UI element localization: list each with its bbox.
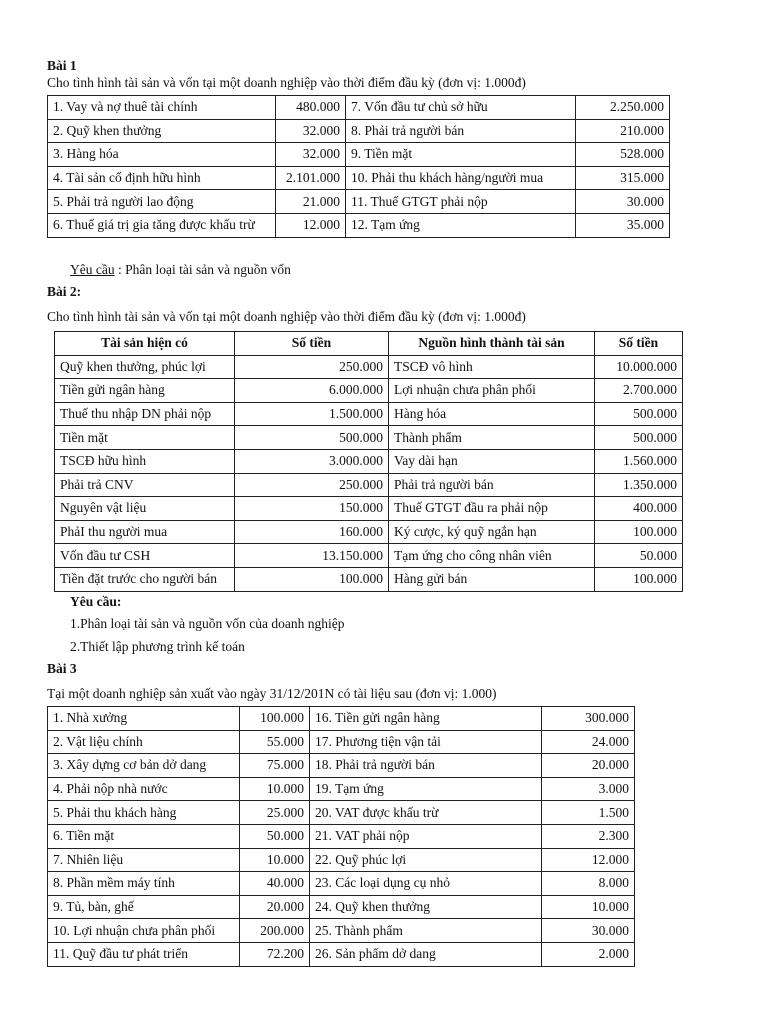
- amount-cell: 50.000: [595, 544, 683, 568]
- amount-cell: 250.000: [235, 355, 389, 379]
- amount-cell: 12.000: [276, 213, 346, 237]
- item-cell: 3. Xây dựng cơ bản dở dang: [48, 754, 240, 778]
- amount-cell: 2.250.000: [576, 96, 670, 120]
- bai3-intro: Tại một doanh nghiệp sản xuất vào ngày 31/12/201N có tài liệu sau (đơn vị: 1.000): [47, 686, 497, 701]
- amount-cell: 32.000: [276, 143, 346, 167]
- bai2-intro: Cho tình hình tài sản và vốn tại một doanh nghiệp vào thời điểm đầu kỳ (đơn vị: 1.000đ): [47, 309, 526, 324]
- bai1-requirement-label: Yêu cầu: [70, 262, 115, 277]
- bai2-header-assets: Tài sản hiện có: [55, 332, 235, 356]
- bai3-heading: Bài 3: [47, 661, 77, 676]
- bai2-requirement-heading: Yêu cầu:: [70, 594, 122, 609]
- item-cell: Thuế thu nhập DN phải nộp: [55, 402, 235, 426]
- amount-cell: 400.000: [595, 497, 683, 521]
- bai1-table-row: [48, 190, 670, 214]
- amount-cell: 480.000: [276, 96, 346, 120]
- amount-cell: 6.000.000: [235, 379, 389, 403]
- item-cell: 7. Nhiên liệu: [48, 848, 240, 872]
- item-cell: Tiền đặt trước cho người bán: [55, 567, 235, 591]
- item-cell: Vay dài hạn: [389, 449, 595, 473]
- bai2-table-body: [55, 355, 683, 591]
- bai2-table-row: [55, 497, 683, 521]
- amount-cell: 10.000: [240, 777, 310, 801]
- amount-cell: 55.000: [240, 730, 310, 754]
- bai3-table-row: [48, 801, 635, 825]
- amount-cell: 32.000: [276, 119, 346, 143]
- bai3-table-row: [48, 730, 635, 754]
- item-cell: Phải trả người bán: [389, 473, 595, 497]
- item-cell: 3. Hàng hóa: [48, 143, 276, 167]
- amount-cell: 3.000: [542, 777, 635, 801]
- amount-cell: 35.000: [576, 213, 670, 237]
- item-cell: 10. Lợi nhuận chưa phân phối: [48, 919, 240, 943]
- bai2-header-row: [55, 332, 683, 356]
- amount-cell: 3.000.000: [235, 449, 389, 473]
- bai3-table-row: [48, 754, 635, 778]
- item-cell: 6. Thuế giá trị gia tăng được khấu trừ: [48, 213, 276, 237]
- bai1-table-body: [48, 96, 670, 238]
- amount-cell: 24.000: [542, 730, 635, 754]
- item-cell: 11. Quỹ đầu tư phát triển: [48, 942, 240, 966]
- item-cell: 16. Tiền gửi ngân hàng: [310, 707, 542, 731]
- bai2-header-amount: Số tiền: [235, 332, 389, 356]
- amount-cell: 2.700.000: [595, 379, 683, 403]
- amount-cell: 10.000.000: [595, 355, 683, 379]
- bai2-requirement-2: 2.Thiết lập phương trình kế toán: [70, 639, 245, 654]
- item-cell: Thuế GTGT đầu ra phải nộp: [389, 497, 595, 521]
- item-cell: Tiền gửi ngân hàng: [55, 379, 235, 403]
- amount-cell: 1.500.000: [235, 402, 389, 426]
- amount-cell: 21.000: [276, 190, 346, 214]
- item-cell: Phải trả CNV: [55, 473, 235, 497]
- bai2-table-row: [55, 426, 683, 450]
- amount-cell: 20.000: [542, 754, 635, 778]
- bai2-table-row: [55, 355, 683, 379]
- amount-cell: 200.000: [240, 919, 310, 943]
- bai2-table-row: [55, 473, 683, 497]
- amount-cell: 250.000: [235, 473, 389, 497]
- item-cell: 26. Sản phẩm dở dang: [310, 942, 542, 966]
- amount-cell: 100.000: [240, 707, 310, 731]
- item-cell: 10. Phải thu khách hàng/người mua: [346, 166, 576, 190]
- bai3-table-row: [48, 848, 635, 872]
- item-cell: 4. Phải nộp nhà nước: [48, 777, 240, 801]
- item-cell: 1. Nhà xưởng: [48, 707, 240, 731]
- bai3-table-row: [48, 919, 635, 943]
- bai2-table-row: [55, 449, 683, 473]
- bai1-table-row: [48, 166, 670, 190]
- amount-cell: 1.500: [542, 801, 635, 825]
- item-cell: 20. VAT được khấu trừ: [310, 801, 542, 825]
- item-cell: Tạm ứng cho công nhân viên: [389, 544, 595, 568]
- bai3-table-row: [48, 707, 635, 731]
- item-cell: 24. Quỹ khen thưởng: [310, 895, 542, 919]
- item-cell: 2. Vật liệu chính: [48, 730, 240, 754]
- item-cell: Vốn đầu tư CSH: [55, 544, 235, 568]
- item-cell: Nguyên vật liệu: [55, 497, 235, 521]
- amount-cell: 72.200: [240, 942, 310, 966]
- amount-cell: 150.000: [235, 497, 389, 521]
- bai2-table-row: [55, 520, 683, 544]
- amount-cell: 1.560.000: [595, 449, 683, 473]
- item-cell: Ký cược, ký quỹ ngắn hạn: [389, 520, 595, 544]
- amount-cell: 300.000: [542, 707, 635, 731]
- bai2-heading: Bài 2:: [47, 284, 82, 299]
- amount-cell: 210.000: [576, 119, 670, 143]
- bai3-table-row: [48, 824, 635, 848]
- amount-cell: 25.000: [240, 801, 310, 825]
- amount-cell: 500.000: [595, 426, 683, 450]
- amount-cell: 528.000: [576, 143, 670, 167]
- item-cell: 22. Quỹ phúc lợi: [310, 848, 542, 872]
- amount-cell: 12.000: [542, 848, 635, 872]
- item-cell: 21. VAT phải nộp: [310, 824, 542, 848]
- amount-cell: 20.000: [240, 895, 310, 919]
- bai2-table-row: [55, 567, 683, 591]
- bai2-header-sources: Nguồn hình thành tài sản: [389, 332, 595, 356]
- item-cell: 19. Tạm ứng: [310, 777, 542, 801]
- item-cell: 11. Thuế GTGT phải nộp: [346, 190, 576, 214]
- bai3-table-row: [48, 777, 635, 801]
- amount-cell: 100.000: [235, 567, 389, 591]
- amount-cell: 1.350.000: [595, 473, 683, 497]
- amount-cell: 50.000: [240, 824, 310, 848]
- bai1-table-row: [48, 119, 670, 143]
- amount-cell: 500.000: [235, 426, 389, 450]
- item-cell: 4. Tài sản cố định hữu hình: [48, 166, 276, 190]
- item-cell: 5. Phải trả người lao động: [48, 190, 276, 214]
- item-cell: 8. Phải trả người bán: [346, 119, 576, 143]
- bai3-table: [47, 706, 635, 967]
- amount-cell: 8.000: [542, 872, 635, 896]
- bai2-table-row: [55, 379, 683, 403]
- item-cell: 2. Quỹ khen thưởng: [48, 119, 276, 143]
- amount-cell: 30.000: [542, 919, 635, 943]
- bai3-table-row: [48, 872, 635, 896]
- bai3-table-row: [48, 895, 635, 919]
- item-cell: Hàng gửi bán: [389, 567, 595, 591]
- item-cell: 12. Tạm ứng: [346, 213, 576, 237]
- item-cell: Lợi nhuận chưa phân phối: [389, 379, 595, 403]
- bai1-table-row: [48, 143, 670, 167]
- item-cell: 17. Phương tiện vận tải: [310, 730, 542, 754]
- item-cell: 9. Tủ, bàn, ghế: [48, 895, 240, 919]
- item-cell: TSCĐ hữu hình: [55, 449, 235, 473]
- item-cell: 5. Phải thu khách hàng: [48, 801, 240, 825]
- item-cell: Tiền mặt: [55, 426, 235, 450]
- bai2-requirement-1: 1.Phân loại tài sản và nguồn vốn của doanh nghiệp: [70, 616, 345, 631]
- amount-cell: 100.000: [595, 567, 683, 591]
- bai2-table-row: [55, 544, 683, 568]
- item-cell: 6. Tiền mặt: [48, 824, 240, 848]
- bai2-table-row: [55, 402, 683, 426]
- bai1-requirement-text: : Phân loại tài sản và nguồn vốn: [114, 262, 291, 277]
- amount-cell: 500.000: [595, 402, 683, 426]
- bai1-heading: Bài 1: [47, 58, 77, 73]
- amount-cell: 2.000: [542, 942, 635, 966]
- amount-cell: 30.000: [576, 190, 670, 214]
- item-cell: 25. Thành phẩm: [310, 919, 542, 943]
- amount-cell: 315.000: [576, 166, 670, 190]
- bai1-table: [47, 95, 670, 238]
- bai3-table-row: [48, 942, 635, 966]
- amount-cell: 10.000: [542, 895, 635, 919]
- amount-cell: 100.000: [595, 520, 683, 544]
- amount-cell: 2.101.000: [276, 166, 346, 190]
- item-cell: Hàng hóa: [389, 402, 595, 426]
- amount-cell: 2.300: [542, 824, 635, 848]
- bai3-table-body: [48, 707, 635, 967]
- item-cell: 8. Phần mềm máy tính: [48, 872, 240, 896]
- item-cell: 18. Phải trả người bán: [310, 754, 542, 778]
- item-cell: 9. Tiền mặt: [346, 143, 576, 167]
- amount-cell: 160.000: [235, 520, 389, 544]
- bai2-table-main: [54, 331, 683, 592]
- item-cell: 23. Các loại dụng cụ nhỏ: [310, 872, 542, 896]
- amount-cell: 10.000: [240, 848, 310, 872]
- item-cell: Quỹ khen thưởng, phúc lợi: [55, 355, 235, 379]
- amount-cell: 13.150.000: [235, 544, 389, 568]
- amount-cell: 75.000: [240, 754, 310, 778]
- item-cell: Thành phẩm: [389, 426, 595, 450]
- bai1-requirement: [70, 262, 291, 278]
- item-cell: 7. Vốn đầu tư chủ sở hữu: [346, 96, 576, 120]
- bai1-table-row: [48, 213, 670, 237]
- bai1-table-row: [48, 96, 670, 120]
- bai1-intro: Cho tình hình tài sản và vốn tại một doanh nghiệp vào thời điểm đầu kỳ (đơn vị: 1.000đ): [47, 75, 526, 90]
- amount-cell: 40.000: [240, 872, 310, 896]
- item-cell: PhảI thu người mua: [55, 520, 235, 544]
- bai2-header-amount2: Số tiền: [595, 332, 683, 356]
- item-cell: TSCĐ vô hình: [389, 355, 595, 379]
- item-cell: 1. Vay và nợ thuê tài chính: [48, 96, 276, 120]
